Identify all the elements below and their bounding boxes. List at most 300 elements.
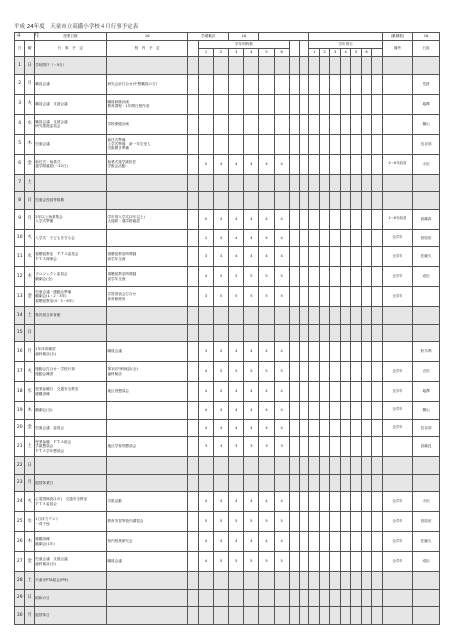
row-gyouji: 1年体育練習 歯科検診(全) [34, 342, 106, 362]
table-row [15, 362, 440, 382]
row-grade-day [340, 607, 350, 625]
row-weekday: 木 [25, 267, 34, 287]
gakkou-value: 16 [229, 33, 259, 41]
row-day: 4 [15, 114, 25, 134]
row-jikan [214, 572, 229, 590]
row-extra [289, 307, 299, 325]
row-kyoshi [106, 457, 187, 475]
row-jikan: 4 [229, 382, 244, 402]
row-weekday: 水 [25, 114, 34, 134]
row-extra [300, 437, 309, 457]
row-grade-day [330, 114, 340, 134]
row-jikan: 4 [198, 532, 213, 552]
row-jikan: 5 [198, 512, 213, 532]
row-gyouji: 授業参観日 交通安全教室 避難訓練 [34, 382, 106, 402]
row-day: 17 [15, 362, 25, 382]
row-grade-day [319, 474, 329, 492]
row-jikan: 4 [259, 492, 274, 512]
row-extra [289, 342, 299, 362]
row-jikan: 4 [214, 342, 229, 362]
row-jikan: 4 [198, 552, 213, 572]
row-jikan: 4 [214, 492, 229, 512]
row-nichoku: 佐藤久 [413, 247, 440, 267]
row-grade-day [319, 324, 329, 342]
row-bikou [382, 134, 412, 154]
row-nichoku: 鈴木利 [413, 342, 440, 362]
row-grade-day [340, 419, 350, 437]
row-gyouji: 児童会議・運動会準備 観劇会(1・2・3年) 視聴覚教室(4・5・6年) [34, 287, 106, 307]
row-jikan: 3 [244, 437, 259, 457]
row-extra [289, 324, 299, 342]
row-grade-day [340, 382, 350, 402]
row-jikan: 0 [198, 209, 213, 229]
row-jikan: 5 [229, 267, 244, 287]
row-jikan [259, 114, 274, 134]
row-jikan: 5 [274, 512, 289, 532]
row-bikou [382, 174, 412, 192]
row-grade-day [351, 419, 361, 437]
row-extra [300, 552, 309, 572]
row-grade-day [319, 209, 329, 229]
row-spacer [188, 94, 198, 114]
row-extra [289, 287, 299, 307]
row-gyouji: 授業参観 ＰＴＡ総会 学級懇談会 ＰＴＡ学年懇談会 [34, 437, 106, 457]
row-extra [289, 512, 299, 532]
schedule-table [14, 32, 440, 625]
row-jikan [244, 474, 259, 492]
row-grade-day [361, 114, 371, 134]
row-grade-day [351, 114, 361, 134]
row-extra [300, 229, 309, 247]
row-extra [289, 474, 299, 492]
row-nichoku [413, 174, 440, 192]
row-jikan [198, 457, 213, 475]
row-grade-day [372, 287, 383, 307]
row-nichoku [413, 457, 440, 475]
table-row [15, 492, 440, 512]
row-spacer [188, 267, 198, 287]
row-jikan: 4 [198, 492, 213, 512]
row-kyoshi: 職員会議 [106, 342, 187, 362]
row-grade-day [330, 57, 340, 75]
row-nichoku [413, 572, 440, 590]
row-nichoku [413, 57, 440, 75]
row-kyoshi: 教育実習等校内講習会 [106, 512, 187, 532]
row-grade-day [330, 134, 340, 154]
row-weekday: 火 [25, 492, 34, 512]
kyoushu-label: 授業日数 [34, 33, 106, 41]
row-grade-day [319, 94, 329, 114]
row-grade-day [351, 94, 361, 114]
row-grade-day [319, 607, 329, 625]
row-bikou: 全学年 [382, 532, 412, 552]
row-jikan [214, 324, 229, 342]
row-extra [289, 437, 299, 457]
table-row [15, 209, 440, 229]
row-jikan [274, 474, 289, 492]
col-jikan: 学年別時数 [198, 41, 289, 49]
row-gyouji: 昭和の日 [34, 589, 106, 607]
row-day: 2 [15, 74, 25, 94]
row-grade-day [309, 342, 319, 362]
row-day: 9 [15, 209, 25, 229]
row-gyouji: 職員会議 支援会議 [34, 94, 106, 114]
row-grade-day [372, 229, 383, 247]
row-jikan: 5 [214, 512, 229, 532]
table-row [15, 457, 440, 475]
row-grade-day [351, 134, 361, 154]
row-weekday: 日 [25, 57, 34, 75]
row-grade-day [309, 74, 319, 94]
row-kyoshi [106, 324, 187, 342]
row-kyoshi [106, 307, 187, 325]
row-jikan [214, 57, 229, 75]
row-nichoku: 佐藤久 [413, 532, 440, 552]
row-grade-day [340, 267, 350, 287]
table-row [15, 74, 440, 94]
row-jikan: 5 [214, 267, 229, 287]
row-grade-day [351, 512, 361, 532]
col-kyoshi: 校 内 予 定 [106, 41, 187, 57]
row-day: 29 [15, 589, 25, 607]
row-weekday: 日 [25, 192, 34, 210]
row-grade-day [361, 532, 371, 552]
row-grade-day [351, 307, 361, 325]
row-kyoshi [106, 192, 187, 210]
row-jikan [259, 474, 274, 492]
row-jikan: 4 [244, 229, 259, 247]
row-day: 26 [15, 532, 25, 552]
row-grade-day [319, 492, 329, 512]
row-extra [289, 94, 299, 114]
row-extra [300, 57, 309, 75]
row-grade-day [319, 419, 329, 437]
row-bikou: 全学年 [382, 402, 412, 420]
row-grade-day [309, 362, 319, 382]
row-grade-day [309, 474, 319, 492]
row-grade-day [340, 287, 350, 307]
row-grade-day [309, 154, 319, 174]
row-jikan [259, 94, 274, 114]
row-day: 20 [15, 419, 25, 437]
row-grade-day [351, 209, 361, 229]
row-weekday: 月 [25, 342, 34, 362]
row-kyoshi [106, 589, 187, 607]
row-nichoku [413, 324, 440, 342]
row-grade-day [372, 209, 383, 229]
row-jikan [214, 192, 229, 210]
row-kyoshi [106, 572, 187, 590]
row-grade-day [319, 57, 329, 75]
row-jikan: 3 [214, 437, 229, 457]
row-grade-day [340, 362, 350, 382]
row-jikan: 5 [259, 287, 274, 307]
table-row [15, 342, 440, 362]
row-spacer [188, 324, 198, 342]
row-jikan [244, 457, 259, 475]
row-jikan [229, 307, 244, 325]
row-kyoshi: 校内授業研究会 [106, 532, 187, 552]
grade-header: 5 [259, 49, 274, 57]
row-weekday: 火 [25, 362, 34, 382]
row-jikan [274, 572, 289, 590]
row-jikan: 4 [244, 402, 259, 420]
row-spacer [188, 382, 198, 402]
row-gyouji: 避難訓練 観劇会(1年) [34, 532, 106, 552]
row-nichoku: 成田 [413, 552, 440, 572]
row-jikan: 4 [259, 342, 274, 362]
row-grade-day [340, 572, 350, 590]
table-row [15, 307, 440, 325]
row-weekday: 土 [25, 572, 34, 590]
row-day: 16 [15, 342, 25, 362]
row-extra [300, 287, 309, 307]
row-grade-day [372, 437, 383, 457]
table-row [15, 174, 440, 192]
row-grade-day [319, 437, 329, 457]
table-row [15, 607, 440, 625]
row-spacer [188, 532, 198, 552]
row-jikan [244, 589, 259, 607]
row-grade-day [309, 572, 319, 590]
row-grade-day [309, 134, 319, 154]
row-grade-day [340, 209, 350, 229]
row-bikou: 全学年 [382, 492, 412, 512]
row-grade-day [319, 74, 329, 94]
row-bikou [382, 607, 412, 625]
row-day: 12 [15, 267, 25, 287]
row-bikou: 2～6年給食 [382, 209, 412, 229]
row-day: 13 [15, 287, 25, 307]
row-jikan: 5 [214, 362, 229, 382]
row-grade-day [330, 607, 340, 625]
row-kyoshi: 学年別入学式(2年以上) 大掃除・通学路確認 [106, 209, 187, 229]
row-grade-day [309, 94, 319, 114]
grade-header: 6 [274, 49, 289, 57]
row-weekday: 水 [25, 247, 34, 267]
row-grade-day [330, 209, 340, 229]
row-jikan: 4 [198, 382, 213, 402]
row-grade-day [309, 114, 319, 134]
row-extra [300, 174, 309, 192]
row-jikan: 3 [198, 247, 213, 267]
row-grade-day [340, 437, 350, 457]
row-grade-day [372, 247, 383, 267]
row-jikan [198, 307, 213, 325]
row-grade-day [340, 474, 350, 492]
row-extra [300, 267, 309, 287]
row-jikan [214, 74, 229, 94]
row-jikan [244, 324, 259, 342]
row-kyoshi: 視聴覚教室時間割 高学年交流 [106, 267, 187, 287]
row-grade-day [340, 589, 350, 607]
row-bikou: 2～6年給食 [382, 154, 412, 174]
row-extra [289, 362, 299, 382]
row-jikan: 5 [229, 512, 244, 532]
row-day: 15 [15, 324, 25, 342]
row-weekday: 金 [25, 154, 34, 174]
row-extra [300, 342, 309, 362]
row-bikou: 全学年 [382, 247, 412, 267]
row-weekday: 金 [25, 552, 34, 572]
row-extra [289, 57, 299, 75]
row-gyouji: プロジェクト委員会 観劇会(全) [34, 267, 106, 287]
row-bikou [382, 74, 412, 94]
row-grade-day [330, 382, 340, 402]
row-gyouji: 学校閉庁（～5日） [34, 57, 106, 75]
row-grade-day [319, 114, 329, 134]
row-grade-day [351, 402, 361, 420]
row-jikan: 5 [214, 552, 229, 572]
row-spacer [188, 247, 198, 267]
row-grade-day [372, 512, 383, 532]
table-row [15, 192, 440, 210]
row-day: 14 [15, 307, 25, 325]
row-grade-day [309, 589, 319, 607]
row-spacer [188, 607, 198, 625]
row-nichoku: 横山 [413, 402, 440, 420]
row-kyoshi [106, 57, 187, 75]
row-extra [289, 247, 299, 267]
row-kyoshi [106, 174, 187, 192]
row-grade-day [330, 402, 340, 420]
row-jikan [244, 114, 259, 134]
row-grade-day [330, 552, 340, 572]
row-grade-day [309, 437, 319, 457]
row-grade-day [351, 437, 361, 457]
row-extra [300, 607, 309, 625]
row-grade-day [361, 174, 371, 192]
row-grade-day [351, 174, 361, 192]
row-grade-day [372, 192, 383, 210]
row-jikan [229, 607, 244, 625]
row-grade-day [330, 229, 340, 247]
row-bikou [382, 114, 412, 134]
row-spacer [188, 474, 198, 492]
row-grade-day [319, 362, 329, 382]
row-jikan [198, 589, 213, 607]
row-grade-day [361, 74, 371, 94]
row-jikan: 4 [229, 492, 244, 512]
row-grade-day [319, 174, 329, 192]
row-weekday: 木 [25, 402, 34, 420]
row-kyoshi: 職員研修計画 教育課程・1年間日程作成 [106, 94, 187, 114]
row-grade-day [330, 532, 340, 552]
row-grade-day [351, 607, 361, 625]
row-extra [300, 362, 309, 382]
row-jikan: 3 [198, 287, 213, 307]
row-spacer [188, 419, 198, 437]
row-grade-day [340, 134, 350, 154]
row-jikan [229, 134, 244, 154]
row-bikou [382, 457, 412, 475]
row-grade-day [372, 134, 383, 154]
row-grade-day [319, 342, 329, 362]
row-jikan: 5 [229, 552, 244, 572]
col-bikou: 備考 [382, 41, 412, 57]
row-grade-day [330, 154, 340, 174]
row-grade-day [361, 134, 371, 154]
row-grade-day [319, 267, 329, 287]
row-jikan: 3 [229, 437, 244, 457]
row-grade-day [361, 287, 371, 307]
row-kyoshi [106, 607, 187, 625]
row-jikan: 4 [259, 209, 274, 229]
row-grade-day [361, 607, 371, 625]
row-bikou [382, 57, 412, 75]
row-grade-day [309, 532, 319, 552]
row-grade-day [330, 457, 340, 475]
row-jikan [198, 57, 213, 75]
row-gyouji: 心電図検査(1年) 交通安全教室 ＰＴＡ委員会 [34, 492, 106, 512]
row-jikan [229, 174, 244, 192]
row-extra [289, 402, 299, 420]
row-grade-day [372, 324, 383, 342]
row-day: 25 [15, 512, 25, 532]
row-jikan [244, 572, 259, 590]
row-extra [300, 114, 309, 134]
row-jikan [244, 134, 259, 154]
row-weekday: 火 [25, 229, 34, 247]
row-jikan: 3 [198, 437, 213, 457]
table-row [15, 572, 440, 590]
row-jikan: 4 [274, 532, 289, 552]
row-jikan: 4 [244, 419, 259, 437]
row-weekday: 火 [25, 94, 34, 114]
row-kyoshi [106, 402, 187, 420]
row-extra [300, 474, 309, 492]
row-jikan [214, 114, 229, 134]
row-jikan [274, 74, 289, 94]
row-jikan [198, 114, 213, 134]
row-jikan: 4 [214, 532, 229, 552]
row-grade-day [372, 174, 383, 192]
row-grade-day [330, 474, 340, 492]
table-row [15, 402, 440, 420]
row-grade-day [340, 57, 350, 75]
row-gyouji: 職員会議 支援会議 研究推進委員会 [34, 114, 106, 134]
row-jikan: 4 [214, 402, 229, 420]
row-grade-day [351, 589, 361, 607]
row-jikan: 4 [198, 419, 213, 437]
row-jikan [198, 74, 213, 94]
row-spacer [188, 437, 198, 457]
row-jikan [229, 192, 244, 210]
row-weekday: 日 [25, 324, 34, 342]
row-jikan [214, 134, 229, 154]
row-extra [289, 572, 299, 590]
row-jikan: 4 [198, 402, 213, 420]
row-jikan: 5 [229, 287, 244, 307]
row-jikan [198, 192, 213, 210]
row-grade-day [330, 74, 340, 94]
row-grade-day [340, 512, 350, 532]
row-grade-day [330, 192, 340, 210]
row-grade-day [330, 267, 340, 287]
row-grade-day [361, 324, 371, 342]
row-jikan [229, 457, 244, 475]
row-grade-day [372, 362, 383, 382]
row-extra [289, 154, 299, 174]
table-row [15, 324, 440, 342]
row-jikan: 4 [259, 247, 274, 267]
row-jikan: 4 [229, 342, 244, 362]
row-grade-day [309, 247, 319, 267]
row-bikou [382, 437, 412, 457]
row-jikan: 5 [229, 362, 244, 382]
row-grade-day [330, 307, 340, 325]
row-jikan [198, 134, 213, 154]
